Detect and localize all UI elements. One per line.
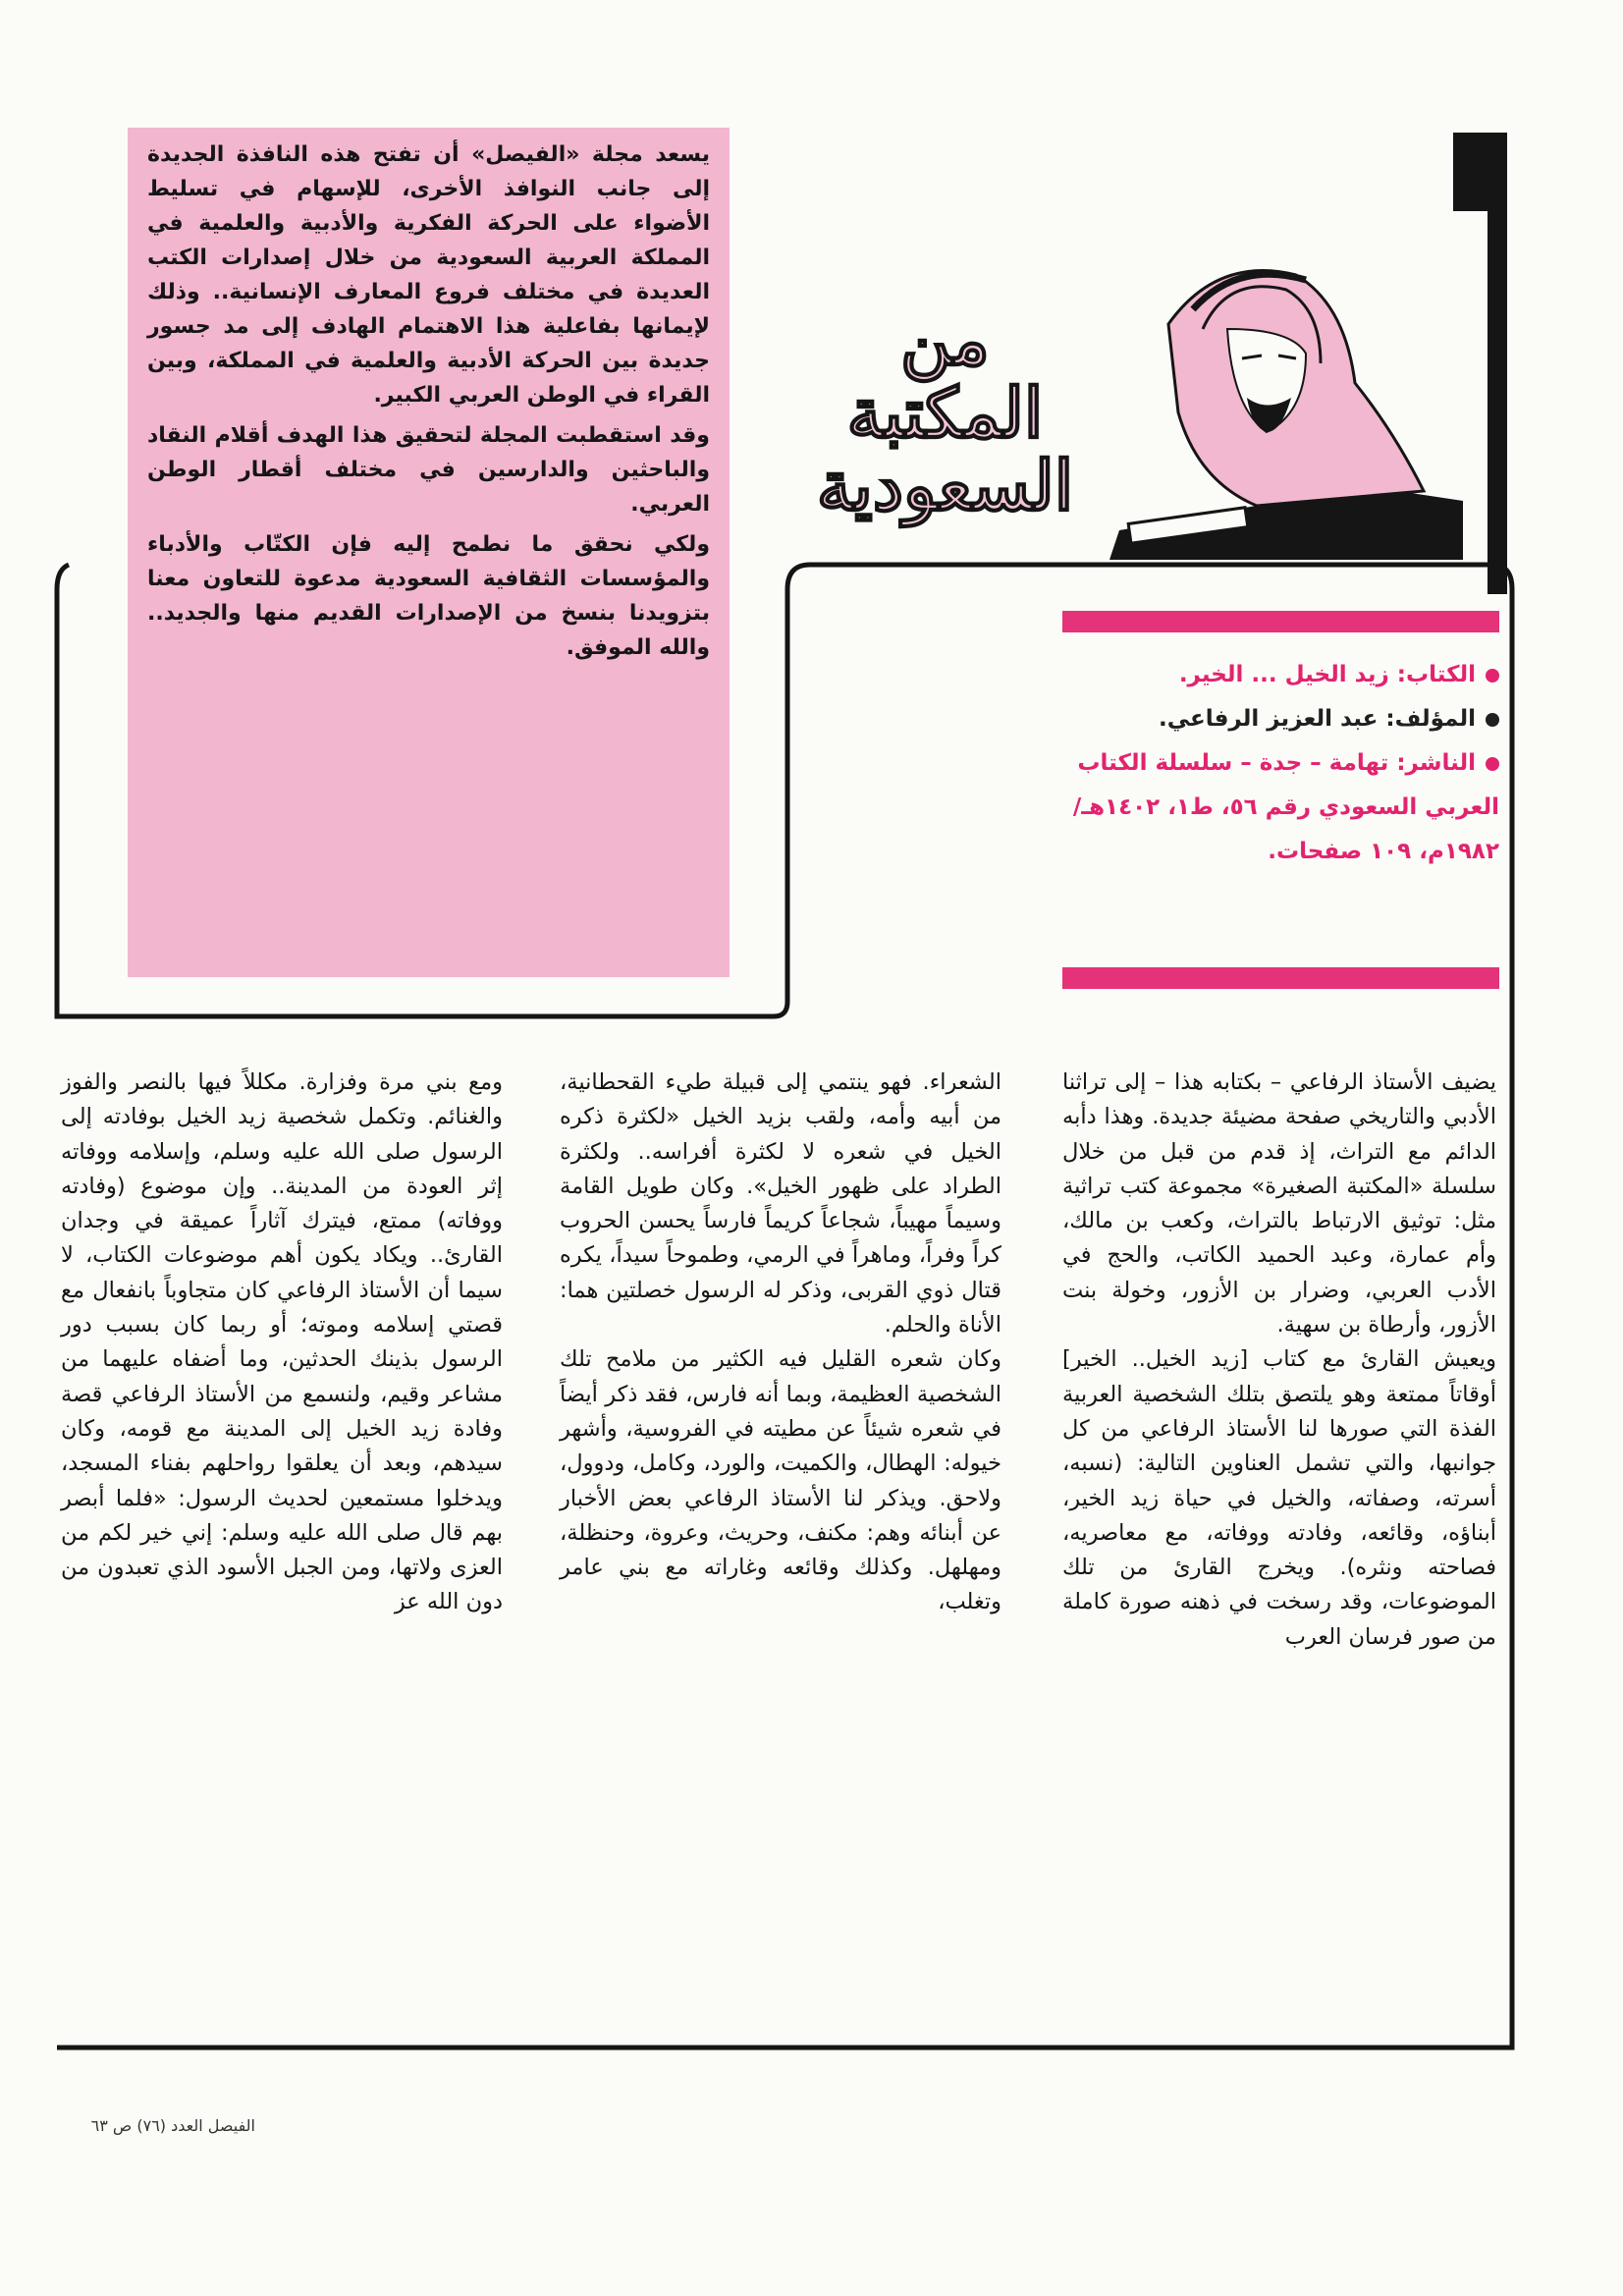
- article-column-right: [1062, 1066, 1496, 1655]
- intro-paragraph: يسعد مجلة «الفيصل» أن تفتح هذه النافذة الجديدة إلى جانب النوافذ الأخرى، للإسهام في تسليط الأضواء على الحركة الفكرية والأدبية والعلمية في المملكة العربية السعودية من خلال إصدارات الكتب العديدة في مختلف فروع المعارف الإنسانية.. وذلك لإيمانها بفاعلية هذا الاهتمام الهادف إلى مد جسور جديدة بين الحركة الأدبية والعلمية في المملكة، وبين القراء في الوطن العربي الكبير.: [147, 142, 710, 408]
- book-title: الكتاب: زيد الخيل ... الخير.: [1178, 662, 1476, 687]
- article-column-middle: [560, 1066, 1001, 1620]
- article-column-left: [61, 1066, 503, 1620]
- author-line: [1062, 697, 1499, 741]
- book-info-list: [1062, 653, 1499, 874]
- info-bottom-bar: [1062, 967, 1499, 989]
- article-paragraph: يضيف الأستاذ الرفاعي – بكتابه هذا – إلى تراثنا الأدبي والتاريخي صفحة مضيئة جديدة. وهذا دأبه الدائم مع التراث، إذ قدم من قبل من خلال سلسلة «المكتبة الصغيرة» مجموعة كتب تراثية مثل: توثيق الارتباط بالتراث، وكعب بن مالك، وأم عمارة، وعبد الحميد الكاتب، والحج في الأدب العربي، وضرار بن الأزور، وخولة بنت الأزور، وأرطاة بن سهية.: [1062, 1069, 1496, 1339]
- article-paragraph: وكان شعره القليل فيه الكثير من ملامح تلك الشخصية العظيمة، وبما أنه فارس، فقد ذكر أيضاً في شعره شيئاً عن مطيته في الفروسية، وأشهر خيوله: الهطال، والكميت، والورد، وكامل، ودوول، ولاحق. ويذكر لنا الأستاذ الرفاعي بعض الأخبار عن أبنائه وهم: مكنف، وحريث، وعروة، وحنظلة، ومهلهل. وكذلك وقائعه وغاراته مع بني عامر وتغلب،: [560, 1346, 1001, 1615]
- article-paragraph: ويعيش القارئ مع كتاب [زيد الخيل.. الخير] أوقاتاً ممتعة وهو يلتصق بتلك الشخصية العربية الفذة التي صورها لنا الأستاذ الرفاعي من كل جوانبها، والتي تشمل العناوين التالية: (نسبه، أسرته، وصفاته، والخيل في حياة زيد الخير، أبناؤه، وقائعه، وفادته ووفاته، مع معاصريه، فصاحته ونثره). ويخرج القارئ من تلك الموضوعات، وقد رسخت في ذهنه صورة كاملة من صور فرسان العرب: [1062, 1346, 1496, 1650]
- article-paragraph: الشعراء. فهو ينتمي إلى قبيلة طيء القحطانية، من أبيه وأمه، ولقب بزيد الخيل «لكثرة ذكره الخيل في شعره لا لكثرة أفراسه.. ولكثرة الطراد على ظهور الخيل». وكان طويل القامة وسيماً مهيباً، شجاعاً كريماً فارساً يحسن الحروب كراً وفراً، وماهراً في الرمي، وطموحاً سيداً، يكره قتال ذوي القربى، وذكر له الرسول خصلتين هما: الأناة والحلم.: [560, 1069, 1001, 1339]
- publisher-details: الناشر: تهامة – جدة – سلسلة الكتاب العربي السعودي رقم ٥٦، ط١، ١٤٠٢هـ/١٩٨٢م، ١٠٩ صفحات.: [1072, 750, 1499, 864]
- bullet-icon: [1486, 669, 1499, 683]
- intro-paragraph: وقد استقطبت المجلة لتحقيق هذا الهدف أقلام النقاد والباحثين والدارسين في مختلف أقطار الوطن العربي.: [147, 423, 710, 517]
- title-line-3: السعودية: [816, 445, 1074, 526]
- info-top-bar: [1062, 611, 1499, 632]
- title-line-1: من: [900, 300, 990, 381]
- book-title-line: [1062, 653, 1499, 697]
- bullet-icon: [1486, 757, 1499, 771]
- section-title: [785, 300, 1105, 526]
- intro-text: [147, 137, 710, 671]
- bullet-icon: [1486, 713, 1499, 727]
- author-name: المؤلف: عبد العزيز الرفاعي.: [1159, 706, 1476, 732]
- author-portrait-illustration: [1109, 236, 1463, 560]
- page-footer: الفيصل العدد (٧٦) ص ٦٣: [90, 2116, 255, 2135]
- publisher-line: [1062, 741, 1499, 874]
- article-paragraph: ومع بني مرة وفزارة. مكللاً فيها بالنصر والفوز والغنائم. وتكمل شخصية زيد الخيل بوفادته إلى الرسول صلى الله عليه وسلم، وإسلامه ووفاته إثر العودة من المدينة.. وإن موضوع (وفادته ووفاته) ممتع، فيترك آثاراً عميقة في وجدان القارئ.. ويكاد يكون أهم موضوعات الكتاب، لا سيما أن الأستاذ الرفاعي كان متجاوباً بانفعال مع قصتي إسلامه وموته؛ أو ربما كان بسبب دور الرسول بذينك الحدثين، وما أضفاه عليهما من مشاعر وقيم، ولنسمع من الأستاذ الرفاعي قصة وفادة زيد الخيل إلى المدينة مع قومه، وكان سيدهم، وبعد أن يعلقوا رواحلهم بفناء المسجد، ويدخلوا مستمعين لحديث الرسول: «فلما أبصر بهم قال صلى الله عليه وسلم: إني خير لكم من العزى ولاتها، ومن الجبل الأسود الذي تعبدون من دون الله عز: [61, 1069, 503, 1615]
- title-line-2: المكتبة: [846, 372, 1044, 454]
- intro-paragraph: ولكي نحقق ما نطمح إليه فإن الكتّاب والأدباء والمؤسسات الثقافية السعودية مدعوة للتعاون معنا بتزويدنا بنسخ من الإصدارات القديم منها والجديد.. والله الموفق.: [147, 532, 710, 660]
